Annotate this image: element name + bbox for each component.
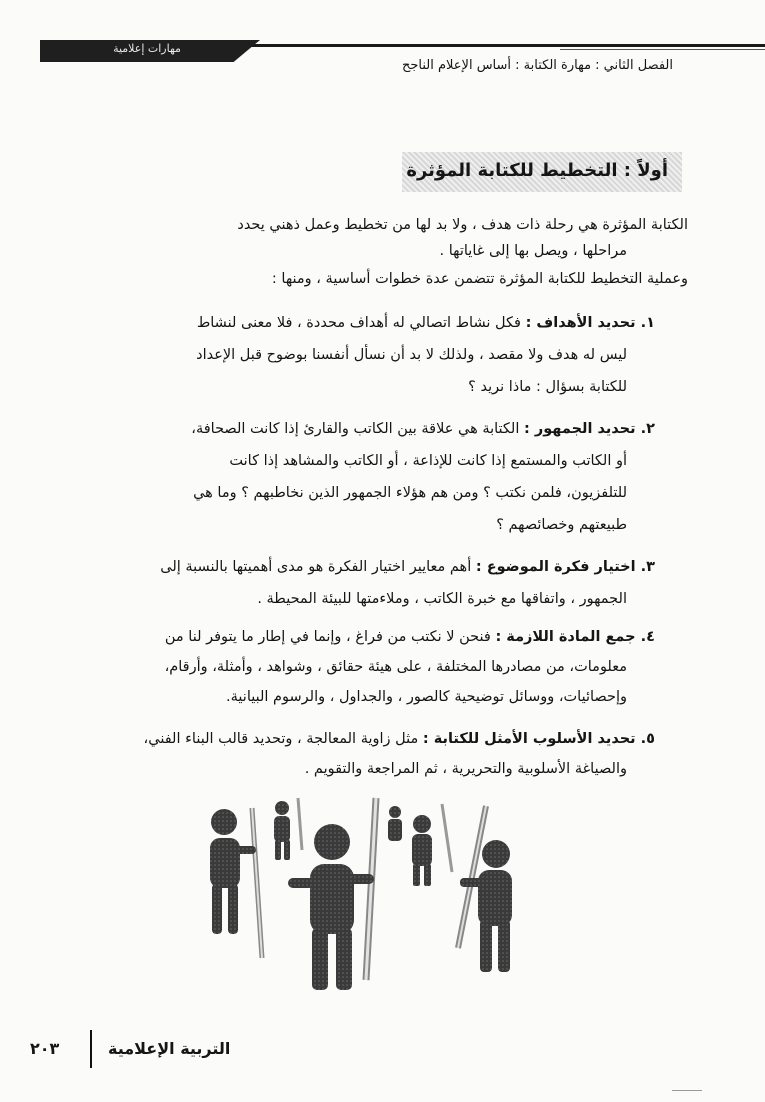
intro-line-2: مراحلها ، ويصل بها إلى غاياتها . — [439, 243, 627, 259]
header-tab-label: مهارات إعلامية — [113, 42, 181, 55]
list-item-3-text: أهم معايير اختيار الفكرة هو مدى أهميتها بالنسبة إلى — [160, 559, 476, 575]
list-item-3-heading: ٣. اختيار فكرة الموضوع : — [475, 559, 655, 575]
list-item-2-line-2: أو الكاتب والمستمع إذا كانت للإذاعة ، أو الكاتب والمشاهد إذا كانت — [229, 453, 627, 469]
footer-dash — [672, 1090, 702, 1091]
figure-right — [458, 806, 512, 972]
page-number: ٢٠٣ — [30, 1039, 60, 1058]
intro-line-3: وعملية التخطيط للكتابة المؤثرة تتضمن عدة خطوات أساسية ، ومنها : — [271, 271, 688, 287]
section-title: أولاً : التخطيط للكتابة المؤثرة — [406, 160, 668, 181]
list-item-4-heading: ٤. جمع المادة اللازمة : — [495, 629, 655, 645]
pen-figures-illustration — [190, 780, 520, 1002]
list-item-2-text: الكتابة هي علاقة بين الكاتب والقارئ إذا كانت الصحافة، — [191, 421, 524, 437]
list-item-1-line-2: ليس له هدف ولا مقصد ، ولذلك لا بد أن نسأل أنفسنا بوضوح قبل الإعداد — [196, 347, 627, 363]
list-item-4-text: فنحن لا نكتب من فراغ ، وإنما في إطار ما يتوفر لنا من — [164, 629, 496, 645]
chapter-title: الفصل الثاني : مهارة الكتابة : أساس الإعلام الناجح — [401, 58, 673, 73]
footer-divider — [90, 1030, 92, 1068]
list-item-4 — [165, 626, 655, 648]
list-item-5-line-2: والصياغة الأسلوبية والتحريرية ، ثم المراجعة والتقويم . — [304, 761, 627, 777]
list-item-2-line-3: للتلفزيون، فلمن نكتب ؟ ومن هم هؤلاء الجمهور الذين نخاطبهم ؟ وما هي — [193, 485, 627, 501]
list-item-1 — [197, 312, 655, 334]
list-item-2 — [191, 418, 655, 440]
list-item-1-line-3: للكتابة بسؤال : ماذا نريد ؟ — [468, 379, 627, 395]
list-item-3 — [160, 556, 655, 578]
header-rule-thin — [560, 49, 765, 50]
list-item-5-heading: ٥. تحديد الأسلوب الأمثل للكتابة : — [422, 731, 655, 747]
list-item-1-heading: ١. تحديد الأهداف : — [525, 315, 655, 331]
figure-back-right — [388, 804, 452, 886]
list-item-2-line-4: طبيعتهم وخصائصهم ؟ — [496, 517, 627, 533]
list-item-4-line-2: معلومات، من مصادرها المختلفة ، على هيئة حقائق ، وشواهد ، وأمثلة، وأرقام، — [164, 659, 627, 675]
list-item-2-heading: ٢. تحديد الجمهور : — [524, 421, 655, 437]
list-item-1-text: فكل نشاط اتصالي له أهداف محددة ، فلا معنى لنشاط — [196, 315, 526, 331]
intro-line-1: الكتابة المؤثرة هي رحلة ذات هدف ، ولا بد لها من تخطيط وعمل ذهني يحدد — [237, 217, 688, 233]
list-item-5-text: مثل زاوية المعالجة ، وتحديد قالب البناء الفني، — [143, 731, 423, 747]
list-item-4-line-3: وإحصائيات، ووسائل توضيحية كالصور ، والجداول ، والرسوم البيانية. — [226, 689, 627, 705]
figure-back-left — [274, 798, 302, 860]
list-item-3-line-2: الجمهور ، واتفاقها مع خبرة الكاتب ، وملاءمتها للبيئة المحيطة . — [257, 591, 627, 607]
list-item-5 — [144, 728, 655, 750]
figure-left — [210, 808, 262, 958]
book-title: التربية الإعلامية — [108, 1039, 231, 1058]
